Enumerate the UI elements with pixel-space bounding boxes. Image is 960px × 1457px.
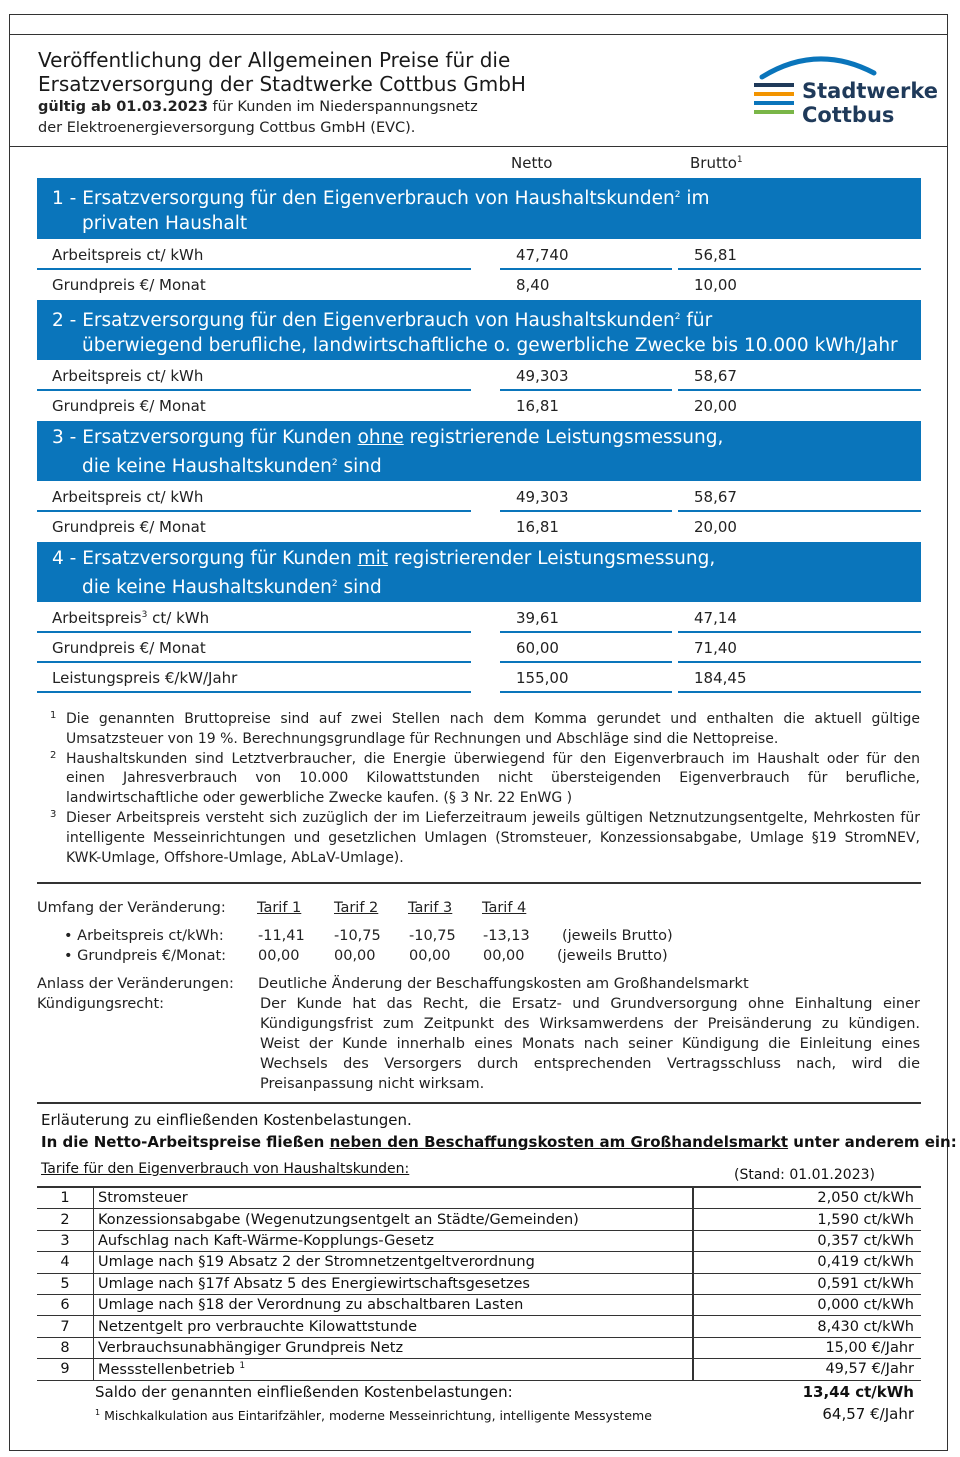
costs-intro-emphasis: neben den Beschaffungskosten am Großhandelsmarkt — [329, 1133, 789, 1151]
valid-date: gültig ab 01.03.2023 — [38, 99, 208, 115]
section-3-text-b: registrierende Leistungsmessung, — [403, 427, 724, 448]
change-value: -11,41 — [258, 928, 305, 944]
table-row — [37, 1187, 921, 1209]
section-4-line-1 — [52, 548, 715, 569]
section-4-text-a: 4 - Ersatzversorgung für Kunden — [52, 548, 358, 569]
change-label: Umfang der Veränderung: — [37, 900, 226, 916]
saldo-eur: 64,57 €/Jahr — [822, 1405, 914, 1423]
row-value: 8,430 ct/kWh — [693, 1316, 921, 1337]
change-note: (jeweils Brutto) — [557, 948, 668, 964]
price-row — [37, 270, 921, 300]
row-value: 0,419 ct/kWh — [693, 1252, 921, 1273]
row-value: 0,357 ct/kWh — [693, 1230, 921, 1251]
row-value: 0,591 ct/kWh — [693, 1273, 921, 1294]
cost-table — [37, 1186, 921, 1381]
tariff-3-heading: Tarif 3 — [408, 900, 453, 916]
section-4-line-2 — [52, 572, 921, 601]
table-row — [37, 1230, 921, 1251]
footnote-1 — [50, 710, 920, 750]
price-row — [37, 603, 921, 633]
footnote-text: Haushaltskunden sind Letztverbraucher, die Energie überwiegend für den Eigenverbrauch im Haushalt oder für den einen Jahresverbrauch von 10.000 Kilowattstunden nicht übersteigenden Eigenverbrauch für berufliche, landwirtschaftliche oder gewerbliche Zwecke kaufen. (§ 3 Nr. 22 EnWG ) — [66, 750, 920, 807]
section-1-text: 1 - Ersatzversorgung für den Eigenverbrauch von Haushaltskunden — [52, 188, 675, 210]
table-row — [37, 1252, 921, 1273]
saldo-ct: 13,44 ct/kWh — [802, 1383, 914, 1401]
section-3-emphasis: ohne — [357, 427, 404, 448]
section-4-text-b: registrierender Leistungsmessung, — [387, 548, 716, 569]
table-row — [37, 1359, 921, 1380]
tariff-4-heading: Tarif 4 — [482, 900, 527, 916]
table-row — [37, 1337, 921, 1358]
price-row — [37, 482, 921, 512]
header-rule — [9, 146, 948, 147]
divider — [37, 1102, 921, 1104]
price-row — [37, 240, 921, 270]
stadtwerke-logo — [752, 55, 939, 130]
section-1-header — [37, 178, 921, 239]
row-number: 5 — [37, 1273, 94, 1294]
row-brutto: 58,67 — [694, 367, 737, 385]
section-4-line-2-a: die keine Haushaltskunden — [82, 576, 332, 598]
costs-intro-a: In die Netto-Arbeitspreise fließen — [41, 1133, 330, 1151]
costs-title: Erläuterung zu einfließenden Kostenbelastungen. — [41, 1111, 412, 1129]
row-label: Grundpreis €/ Monat — [52, 639, 206, 657]
bullet-icon: • — [64, 928, 78, 944]
row-number: 4 — [37, 1252, 94, 1273]
tariff-1-heading: Tarif 1 — [257, 900, 302, 916]
subtitle — [38, 97, 478, 139]
validity-line — [38, 97, 478, 118]
row-description-sup: 1 — [239, 1360, 246, 1371]
row-description: Umlage nach §19 Absatz 2 der Stromnetzentgeltverordnung — [94, 1252, 694, 1273]
section-2-header — [37, 300, 921, 360]
row-netto: 16,81 — [516, 397, 559, 415]
title-line-2: Ersatzversorgung der Stadtwerke Cottbus GmbH — [38, 72, 526, 96]
change-value: -10,75 — [409, 928, 456, 944]
section-2-after: für — [680, 310, 713, 332]
row-label-unit: ct/ kWh — [147, 609, 210, 627]
table-row — [37, 1316, 921, 1337]
section-3-line-1 — [52, 427, 723, 448]
logo-wordmark — [802, 79, 938, 127]
row-number: 8 — [37, 1337, 94, 1358]
footnote-text: Die genannten Bruttopreise sind auf zwei Stellen nach dem Komma gerundet und enthalten die aktuell gültige Umsatzsteuer von 19 %. Berechnungsgrundlage für Rechnungen und Abschläge sind die Nettopreise. — [66, 711, 920, 747]
row-description: Umlage nach §17f Absatz 5 des Energiewirtschaftsgesetzes — [94, 1273, 694, 1294]
change-note: (jeweils Brutto) — [562, 928, 673, 944]
section-1-line-2: privaten Haushalt — [82, 212, 248, 234]
costs-footnote-text: Mischkalkulation aus Eintarifzähler, moderne Messeinrichtung, intelligente Messysteme — [104, 1408, 652, 1424]
section-1-after: im — [680, 188, 710, 210]
divider — [37, 882, 921, 884]
section-3-line-2-a: die keine Haushaltskunden — [82, 455, 332, 477]
row-brutto: 71,40 — [694, 639, 737, 657]
row-value: 1,590 ct/kWh — [693, 1209, 921, 1230]
section-1-line-1 — [52, 188, 710, 209]
row-netto: 47,740 — [516, 246, 569, 264]
row-description: Aufschlag nach Kaft-Wärme-Kopplungs-Gesetz — [94, 1230, 694, 1251]
row-netto: 16,81 — [516, 518, 559, 536]
row-label — [52, 609, 209, 627]
row-netto: 39,61 — [516, 609, 559, 627]
row-brutto: 20,00 — [694, 518, 737, 536]
row-brutto: 47,14 — [694, 609, 737, 627]
section-3-line-2 — [52, 451, 921, 480]
row-label: Grundpreis €/ Monat — [52, 518, 206, 536]
price-row — [37, 512, 921, 542]
footnote-number: 2 — [50, 749, 57, 761]
row-number: 7 — [37, 1316, 94, 1337]
row-label: Arbeitspreis ct/ kWh — [52, 246, 204, 264]
row-value: 0,000 ct/kWh — [693, 1294, 921, 1315]
change-row-label — [64, 926, 224, 946]
row-number: 9 — [37, 1359, 94, 1380]
section-4-sup: 2 — [331, 578, 338, 589]
price-row — [37, 361, 921, 391]
footnote-2 — [50, 750, 920, 809]
section-2-line-2: überwiegend berufliche, landwirtschaftliche o. gewerbliche Zwecke bis 10.000 kWh/Jahr — [82, 334, 898, 356]
row-label-text: Arbeitspreis — [52, 609, 142, 627]
change-row-label — [64, 946, 226, 966]
row-label: Leistungspreis €/kW/Jahr — [52, 669, 238, 687]
cancel-text: Der Kunde hat das Recht, die Ersatz- und Grundversorgung ohne Einhaltung einer Kündigungsfrist zum Zeitpunkt des Wirksamwerdens der Preisänderung zu kündigen. Weist der Kunde innerhalb eines Monats nach seiner Kündigung die Einleitung eines Wechsels des Versorgers durch entsprechenden Vertragsschluss nach, wird die Preisanpassung nicht wirksam. — [260, 996, 920, 1092]
section-3-text-a: 3 - Ersatzversorgung für Kunden — [52, 427, 358, 448]
row-label-sup: 3 — [141, 610, 148, 620]
change-value: -13,13 — [483, 928, 530, 944]
change-value: 00,00 — [258, 948, 300, 964]
row-brutto: 20,00 — [694, 397, 737, 415]
row-description-text: Messstellenbetrieb — [98, 1361, 235, 1378]
footnotes — [50, 710, 920, 868]
section-3-header — [37, 421, 921, 481]
cancel-label: Kündigungsrecht: — [37, 996, 165, 1012]
row-number: 2 — [37, 1209, 94, 1230]
column-netto: Netto — [511, 154, 553, 172]
row-brutto: 58,67 — [694, 488, 737, 506]
row-number: 3 — [37, 1230, 94, 1251]
column-brutto-footnote: 1 — [736, 155, 743, 165]
title-line-1: Veröffentlichung der Allgemeinen Preise für die — [38, 48, 511, 72]
section-2-text: 2 - Ersatzversorgung für den Eigenverbrauch von Haushaltskunden — [52, 310, 675, 332]
column-brutto-label: Brutto — [690, 154, 737, 172]
section-2-sup: 2 — [674, 312, 681, 322]
network-operator-line: der Elektroenergieversorgung Cottbus GmbH (EVC). — [38, 120, 416, 136]
tariff-2-heading: Tarif 2 — [334, 900, 379, 916]
change-row-label-text: Grundpreis €/Monat: — [77, 948, 227, 964]
costs-subheading: Tarife für den Eigenverbrauch von Haushaltskunden: — [41, 1161, 410, 1177]
footnote-number: 1 — [50, 710, 57, 721]
change-value: 00,00 — [334, 948, 376, 964]
row-description: Netzentgelt pro verbrauchte Kilowattstunde — [94, 1316, 694, 1337]
row-netto: 155,00 — [516, 669, 569, 687]
logo-line-1: Stadtwerke — [802, 79, 939, 103]
section-4-emphasis: mit — [357, 548, 388, 569]
section-2-line-1 — [52, 310, 712, 331]
costs-intro-b: unter anderem ein: — [788, 1133, 957, 1151]
row-netto: 49,303 — [516, 488, 569, 506]
page-title — [38, 48, 526, 96]
footnote-text: Dieser Arbeitspreis versteht sich zuzüglich der im Lieferzeitraum jeweils gültigen Netznutzungsentgelte, Mehrkosten für intelligente Messeinrichtungen und gesetzlichen Umlagen (Stromsteuer, Konzessionsabgabe, Umlage §19 StromNEV, KWK-Umlage, Offshore-Umlage, AbLaV-Umlage). — [66, 809, 920, 866]
section-1-sup: 2 — [674, 190, 681, 200]
row-value: 2,050 ct/kWh — [693, 1187, 921, 1209]
row-brutto: 10,00 — [694, 276, 737, 294]
top-rule — [9, 34, 948, 35]
row-label: Arbeitspreis ct/ kWh — [52, 367, 204, 385]
price-row — [37, 633, 921, 663]
logo-line-2: Cottbus — [802, 103, 895, 127]
valid-scope: für Kunden im Niederspannungsnetz — [207, 99, 478, 115]
row-brutto: 56,81 — [694, 246, 737, 264]
costs-footnote-sup: 1 — [95, 1408, 101, 1417]
table-row — [37, 1294, 921, 1315]
column-brutto — [690, 154, 743, 172]
row-description — [94, 1359, 694, 1380]
section-4-line-2-b: sind — [337, 576, 382, 598]
row-number: 6 — [37, 1294, 94, 1315]
costs-intro — [41, 1133, 957, 1151]
row-netto: 60,00 — [516, 639, 559, 657]
row-netto: 8,40 — [516, 276, 550, 294]
row-label: Arbeitspreis ct/ kWh — [52, 488, 204, 506]
table-row — [37, 1209, 921, 1230]
reason-label: Anlass der Veränderungen: — [37, 976, 234, 992]
reason-text: Deutliche Änderung der Beschaffungskosten am Großhandelsmarkt — [258, 976, 749, 992]
table-row — [37, 1273, 921, 1294]
saldo-label: Saldo der genannten einfließenden Kostenbelastungen: — [95, 1383, 513, 1401]
section-3-line-2-b: sind — [337, 455, 382, 477]
price-row — [37, 391, 921, 421]
change-value: 00,00 — [483, 948, 525, 964]
row-brutto: 184,45 — [694, 669, 747, 687]
row-netto: 49,303 — [516, 367, 569, 385]
row-value: 15,00 €/Jahr — [693, 1337, 921, 1358]
footnote-3 — [50, 809, 920, 868]
change-row-label-text: Arbeitspreis ct/kWh: — [77, 928, 224, 944]
row-label: Grundpreis €/ Monat — [52, 397, 206, 415]
row-description: Stromsteuer — [94, 1187, 694, 1209]
row-value: 49,57 €/Jahr — [693, 1359, 921, 1380]
row-number: 1 — [37, 1187, 94, 1209]
price-row — [37, 663, 921, 693]
row-label: Grundpreis €/ Monat — [52, 276, 206, 294]
section-3-sup: 2 — [331, 457, 338, 468]
footnote-number: 3 — [50, 808, 57, 820]
change-value: -10,75 — [334, 928, 381, 944]
row-description: Konzessionsabgabe (Wegenutzungsentgelt an Städte/Gemeinden) — [94, 1209, 694, 1230]
section-4-header — [37, 542, 921, 602]
costs-stand: (Stand: 01.01.2023) — [734, 1167, 875, 1183]
bullet-icon: • — [64, 948, 78, 964]
row-description: Verbrauchsunabhängiger Grundpreis Netz — [94, 1337, 694, 1358]
costs-footnote — [95, 1408, 652, 1423]
row-description: Umlage nach §18 der Verordnung zu abschaltbaren Lasten — [94, 1294, 694, 1315]
change-value: 00,00 — [409, 948, 451, 964]
